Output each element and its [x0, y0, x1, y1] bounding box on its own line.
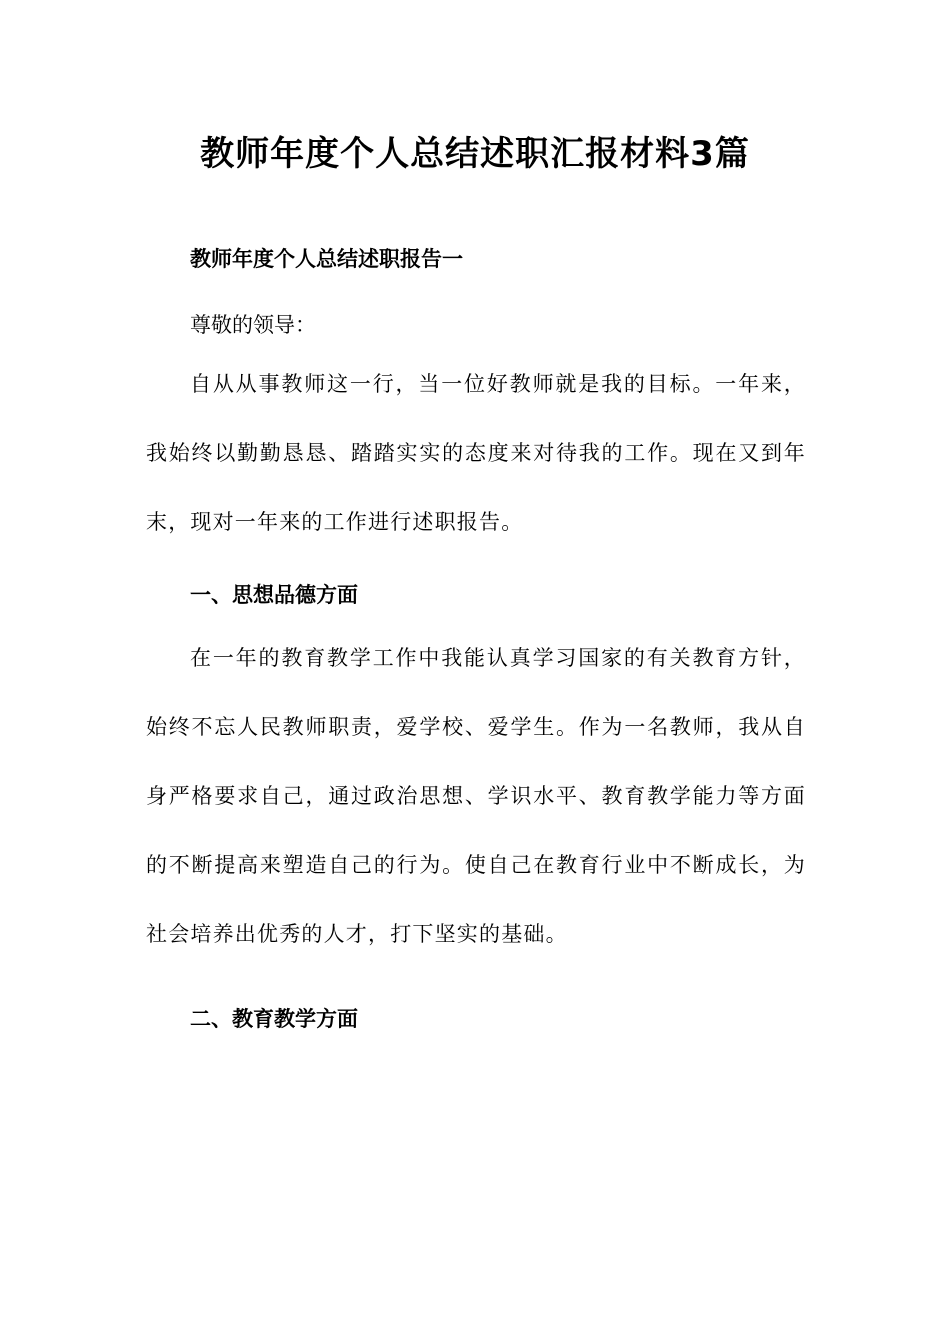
document-title: 教师年度个人总结述职汇报材料3篇 [200, 134, 750, 174]
section-heading-2: 二、教育教学方面 [190, 1007, 358, 1031]
section-paragraph-1: 在一年的教育教学工作中我能认真学习国家的有关教育方针，始终不忘人民教师职责，爱学校、爱学生。作为一名教师，我从自身严格要求自己，通过政治思想、学识水平、教育教学能力等方面的不断提高来塑造自己的行为。使自己在教育行业中不断成长，为社会培养出优秀的人才，打下坚实的基础。 [146, 646, 806, 946]
section-heading-1: 一、思想品德方面 [190, 583, 358, 607]
report-subtitle: 教师年度个人总结述职报告一 [190, 247, 463, 271]
greeting: 尊敬的领导： [190, 313, 316, 337]
intro-paragraph: 自从从事教师这一行，当一位好教师就是我的目标。一年来，我始终以勤勤恳恳、踏踏实实的态度来对待我的工作。现在又到年末，现对一年来的工作进行述职报告。 [146, 372, 806, 534]
